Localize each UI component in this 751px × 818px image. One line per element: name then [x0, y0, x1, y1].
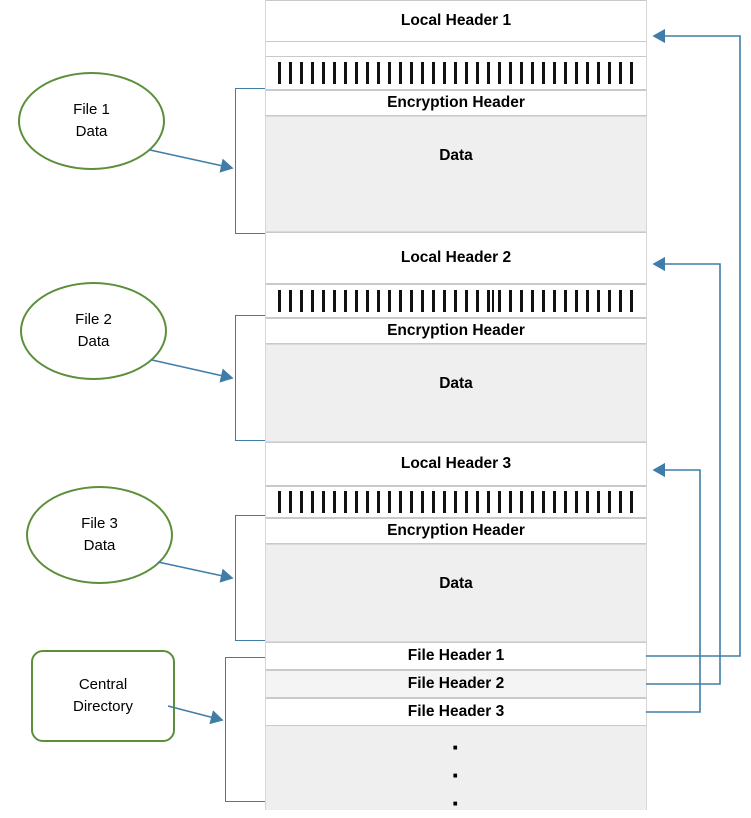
callout-file-2-line-1: File 2	[75, 311, 112, 329]
bracket-file-1	[235, 88, 265, 234]
encryption-header-1	[266, 90, 646, 116]
file-header-1	[266, 642, 646, 670]
local-header-3-label: Local Header 3	[400, 455, 512, 472]
data-block-1	[266, 116, 646, 232]
encrypted-bytes-3	[266, 486, 646, 518]
callout-file-3-line-1: File 3	[81, 515, 118, 533]
local-header-3	[266, 442, 646, 486]
callout-file-1-data	[18, 72, 165, 170]
file-header-3-label: File Header 3	[407, 703, 505, 720]
encryption-header-1-label: Encryption Header	[387, 94, 525, 111]
encrypted-bytes-1	[266, 56, 646, 90]
encryption-header-3	[266, 518, 646, 544]
data-block-1-label: Data	[439, 147, 473, 164]
zip-structure-column	[265, 0, 647, 818]
callout-file-3-data	[26, 486, 173, 584]
local-header-1	[266, 0, 646, 42]
data-block-2	[266, 344, 646, 442]
callout-central-directory-line-2: Directory	[72, 698, 133, 715]
data-block-3	[266, 544, 646, 642]
callout-central-directory-line-1: Central	[78, 676, 128, 694]
file-header-2-label: File Header 2	[407, 675, 505, 692]
local-header-1-label: Local Header 1	[400, 12, 512, 29]
local-header-2-label: Local Header 2	[400, 249, 512, 266]
encryption-header-3-label: Encryption Header	[387, 522, 525, 539]
callout-file-1-line-1: File 1	[73, 101, 110, 119]
bracket-file-2	[235, 315, 265, 441]
local-header-2	[266, 232, 646, 284]
bracket-central-directory	[225, 657, 265, 802]
ellipsis-dot-3: ·	[451, 788, 461, 818]
file-header-1-label: File Header 1	[407, 647, 505, 664]
ellipsis-dot-1: ·	[451, 732, 461, 762]
data-block-3-label: Data	[439, 575, 473, 592]
encryption-header-2	[266, 318, 646, 344]
barcode-stripes-2	[278, 290, 634, 312]
callout-file-1-line-2: Data	[75, 123, 108, 140]
bracket-file-3	[235, 515, 265, 641]
barcode-stripes-3	[278, 491, 634, 513]
callout-file-3-line-2: Data	[83, 537, 116, 554]
callout-file-2-data	[20, 282, 167, 380]
callout-file-2-line-2: Data	[77, 333, 110, 350]
ellipsis-dot-2: ·	[451, 760, 461, 790]
data-block-2-label: Data	[439, 375, 473, 392]
encryption-header-2-label: Encryption Header	[387, 322, 525, 339]
file-header-2	[266, 670, 646, 698]
encrypted-bytes-2	[266, 284, 646, 318]
callout-central-directory	[31, 650, 175, 742]
file-header-3	[266, 698, 646, 726]
barcode-stripes-1	[278, 62, 634, 84]
